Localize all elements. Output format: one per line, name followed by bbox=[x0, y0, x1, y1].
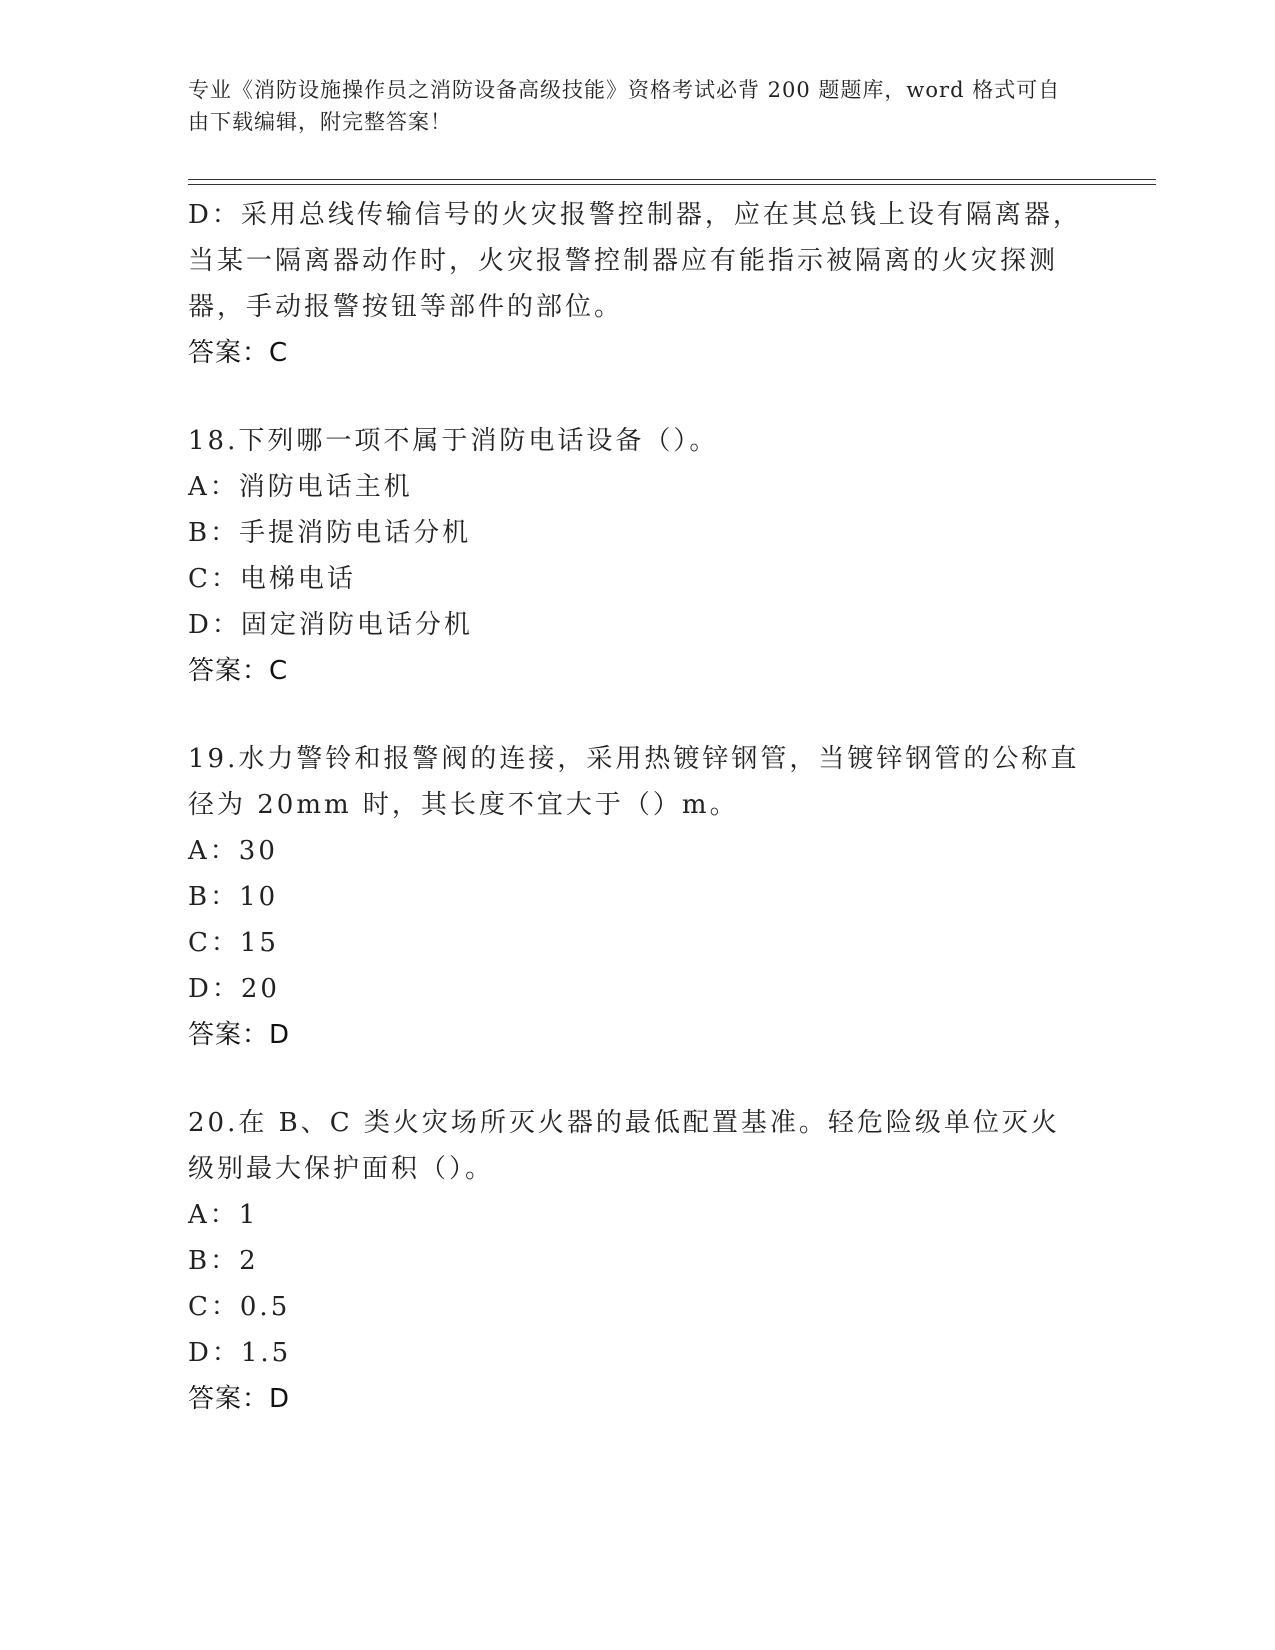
option-a: A：30 bbox=[188, 836, 278, 866]
header-rule-bottom bbox=[188, 184, 1156, 185]
prev-option-d: D：采用总线传输信号的火灾报警控制器，应在其总钱上设有隔离器，当某一隔离器动作时，火灾报警控制器应有能指示被隔离的火灾探测器，手动报警按钮等部件的部位。 bbox=[188, 200, 1082, 322]
answer: 答案：D bbox=[188, 1384, 291, 1414]
option-c: C：电梯电话 bbox=[188, 564, 356, 594]
option-a: A：消防电话主机 bbox=[188, 472, 413, 502]
option-b: B：手提消防电话分机 bbox=[188, 518, 472, 548]
answer: 答案：C bbox=[188, 656, 289, 686]
answer: 答案：D bbox=[188, 1020, 291, 1050]
option-d: D：20 bbox=[188, 974, 280, 1004]
header-rule-top bbox=[188, 179, 1156, 180]
prev-answer: 答案：C bbox=[188, 338, 289, 368]
question-content bbox=[188, 192, 1088, 1422]
question-19 bbox=[188, 736, 1088, 1058]
option-d: D：固定消防电话分机 bbox=[188, 610, 473, 640]
option-b: B：2 bbox=[188, 1246, 259, 1276]
question-18 bbox=[188, 418, 1088, 694]
question-20 bbox=[188, 1100, 1088, 1422]
option-c: C：0.5 bbox=[188, 1292, 291, 1322]
document-header: 专业《消防设施操作员之消防设备高级技能》资格考试必背 200 题题库，word 格式可自由下载编辑，附完整答案！ bbox=[188, 78, 1061, 134]
option-b: B：10 bbox=[188, 882, 279, 912]
option-d: D：1.5 bbox=[188, 1338, 292, 1368]
option-a: A：1 bbox=[188, 1200, 259, 1230]
question-stem: 20.在 B、C 类火灾场所灭火器的最低配置基准。轻危险级单位灭火级别最大保护面积（）。 bbox=[188, 1108, 1060, 1184]
question-stem: 18.下列哪一项不属于消防电话设备（）。 bbox=[188, 426, 719, 456]
option-c: C：15 bbox=[188, 928, 279, 958]
question-stem: 19.水力警铃和报警阀的连接，采用热镀锌钢管，当镀锌钢管的公称直径为 20mm 时，其长度不宜大于（）m。 bbox=[188, 744, 1080, 820]
